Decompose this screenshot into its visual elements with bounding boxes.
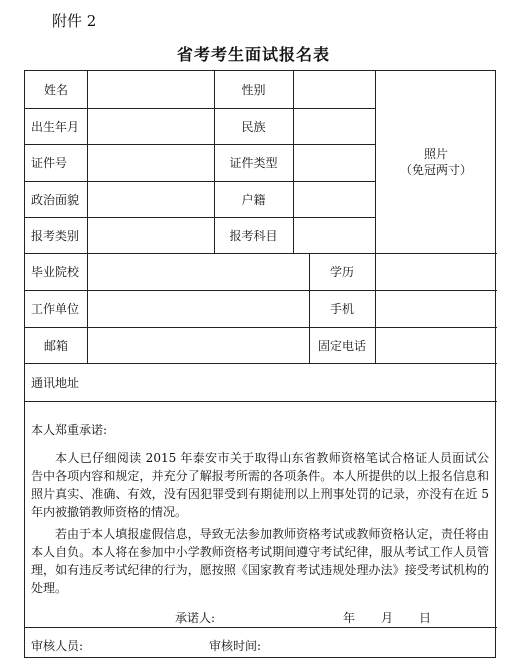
landline-label: 固定电话 (317, 338, 366, 353)
name-field[interactable] (87, 71, 214, 108)
ethnicity-field[interactable] (293, 108, 375, 144)
employer-label: 工作单位 (31, 302, 80, 316)
id-number-field[interactable] (87, 144, 214, 181)
school-label: 毕业院校 (31, 265, 80, 279)
pledge-paragraph-2: 若由于本人填报虚假信息，导致无法参加教师资格考试或教师资格认定，责任将由本人自负。本人将在参加中小学教师资格考试期间遵守考试纪律，服从考试工作人员管理，如有违反考试纪律的行为，愿按照《国家教育考试违规处理办法》接受考试机构的处理。 (31, 527, 489, 595)
birth-date-label: 出生年月 (31, 119, 80, 134)
mobile-field[interactable] (375, 290, 497, 327)
birth-date-field[interactable] (87, 108, 214, 144)
pledge-section (25, 401, 497, 627)
household-field[interactable] (293, 181, 375, 217)
id-type-label: 证件类型 (229, 156, 278, 170)
review-time-label: 审核时间: (209, 639, 262, 653)
exam-subject-field[interactable] (293, 217, 375, 253)
photo-note: （免冠两寸） (399, 163, 472, 177)
photo-label: 照片 (423, 147, 448, 161)
pledge-heading: 本人郑重承诺: (31, 423, 108, 437)
education-field[interactable] (375, 253, 497, 290)
exam-category-label: 报考类别 (31, 228, 80, 243)
political-status-label: 政治面貌 (31, 192, 80, 207)
email-field[interactable] (87, 327, 309, 363)
political-status-field[interactable] (87, 181, 214, 217)
education-label: 学历 (329, 265, 354, 279)
id-number-label: 证件号 (31, 156, 68, 170)
household-label: 户籍 (241, 192, 266, 207)
gender-field[interactable] (293, 71, 375, 108)
pledge-paragraph-1: 本人已仔细阅读 2015 年泰安市关于取得山东省教师资格笔试合格证人员面试公告中各项内容和规定，并充分了解报考所需的各项条件。本人所提供的以上报名信息和照片真实、准确、有效，没有因犯罪受到有期徒刑以上刑事处罚的记录，亦没有在近 5 年内被撤销教师资格的情况。 (31, 451, 489, 519)
year-label: 年 (343, 611, 356, 625)
photo-box (375, 71, 497, 253)
landline-field[interactable] (375, 327, 497, 363)
row-divider (25, 627, 497, 628)
attachment-label: 附件 2 (52, 12, 97, 30)
signer-label: 承诺人: (175, 611, 216, 625)
day-label: 日 (419, 611, 432, 625)
name-label: 姓名 (43, 83, 68, 97)
exam-category-field[interactable] (87, 217, 214, 253)
registration-form (24, 70, 496, 658)
form-title: 省考考生面试报名表 (176, 45, 330, 64)
id-type-field[interactable] (293, 144, 375, 181)
exam-subject-label: 报考科目 (229, 228, 278, 243)
ethnicity-label: 民族 (241, 119, 266, 134)
address-label: 通讯地址 (31, 375, 80, 390)
employer-field[interactable] (87, 290, 309, 327)
mobile-label: 手机 (329, 302, 354, 316)
gender-label: 性别 (241, 83, 266, 97)
address-field[interactable] (95, 363, 497, 401)
school-field[interactable] (87, 253, 309, 290)
reviewer-label: 审核人员: (31, 639, 84, 653)
email-label: 邮箱 (43, 338, 68, 353)
month-label: 月 (381, 611, 394, 625)
